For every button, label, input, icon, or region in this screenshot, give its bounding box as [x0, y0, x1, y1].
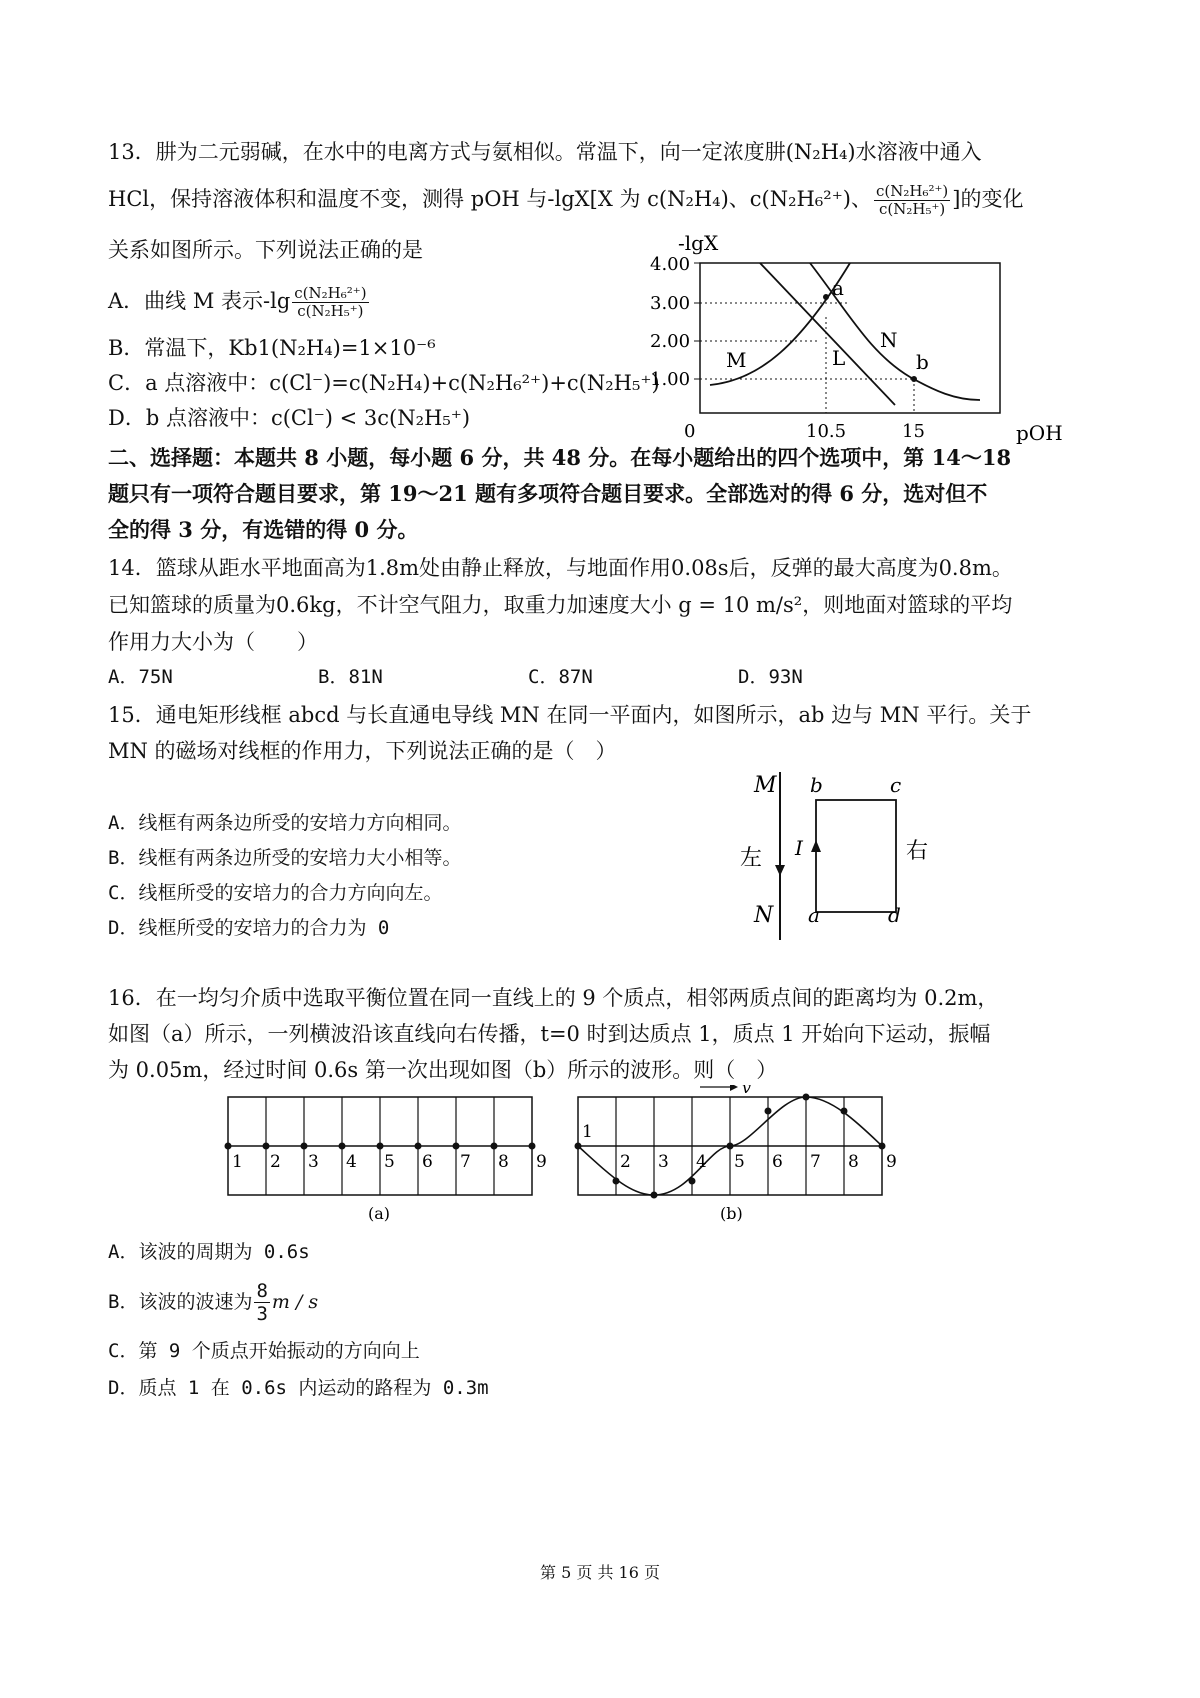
a-point-7: 7 — [460, 1152, 471, 1172]
label-n: N — [880, 328, 898, 352]
q16-option-d: D．质点 1 在 0.6s 内运动的路程为 0.3m — [108, 1377, 489, 1399]
label-v: v — [742, 1085, 752, 1097]
a-point-9: 9 — [536, 1152, 547, 1172]
a-point-4: 4 — [346, 1152, 357, 1172]
ytick-4: 4.00 — [650, 254, 691, 275]
label-left: 左 — [740, 846, 763, 871]
xtick-10-5: 10.5 — [806, 421, 847, 442]
a-point-6: 6 — [422, 1152, 433, 1172]
frame-current-arrow-icon — [811, 840, 821, 852]
xtick-0: 0 — [684, 421, 696, 442]
b-point-3: 3 — [658, 1152, 669, 1172]
q13-line2-post: ]的变化 — [952, 187, 1024, 211]
page-footer: 第 5 页 共 16 页 — [540, 1563, 660, 1582]
q13-option-c: C．a 点溶液中：c(Cl⁻)=c(N₂H₄)+c(N₂H₆²⁺)+c(N₂H₅⁺) — [108, 371, 660, 395]
caption-a: (a) — [368, 1204, 391, 1223]
section2-line3: 全的得 3 分，有选错的得 0 分。 — [108, 517, 419, 542]
caption-b: (b) — [720, 1204, 743, 1223]
a-point-3: 3 — [308, 1152, 319, 1172]
b-point-9: 9 — [886, 1152, 897, 1172]
q14-line2: 已知篮球的质量为0.6kg，不计空气阻力，取重力加速度大小 g = 10 m/s²，则地面对篮球的平均 — [108, 593, 1013, 617]
q16-line2: 如图（a）所示，一列横波沿该直线向右传播，t=0 时到达质点 1，质点 1 开始向下运动，振幅 — [108, 1022, 991, 1046]
q16-option-c: C．第 9 个质点开始振动的方向向上 — [108, 1340, 420, 1362]
q13-graph — [650, 235, 1070, 455]
q16-line3: 为 0.05m，经过时间 0.6s 第一次出现如图（b）所示的波形。则（ ） — [108, 1058, 778, 1082]
label-right: 右 — [906, 839, 929, 864]
q13-line2-pre: HCl，保持溶液体积和温度不变，测得 pOH 与-lgX[X 为 c(N₂H₄)、c(N₂H₆²⁺)、 — [108, 187, 872, 211]
label-d: d — [888, 903, 901, 927]
xtick-15: 15 — [902, 421, 925, 442]
b-point-2: 2 — [620, 1152, 631, 1172]
label-c: c — [890, 773, 902, 797]
a-point-8: 8 — [498, 1152, 509, 1172]
q16-figure — [220, 1085, 920, 1225]
b-point-5: 5 — [734, 1152, 745, 1172]
label-a: a — [808, 903, 820, 927]
q15-option-c: C．线框所受的安培力的合力方向向左。 — [108, 882, 443, 904]
b-point-7: 7 — [810, 1152, 821, 1172]
q14-option-a: A．75N — [108, 666, 173, 688]
ytick-2: 2.00 — [650, 331, 691, 352]
q13-option-a-fraction — [292, 285, 368, 320]
q16-option-b-text: B．该波的波速为 — [108, 1291, 253, 1313]
b-point-1: 1 — [582, 1122, 593, 1142]
label-I: I — [795, 836, 803, 860]
q16-option-b — [108, 1280, 318, 1325]
q13-frac-den: c(N₂H₅⁺) — [878, 200, 946, 218]
q15-option-d: D．线框所受的安培力的合力为 0 — [108, 917, 390, 939]
q13-line2 — [108, 183, 1023, 218]
point-a — [823, 294, 829, 300]
q15-line2: MN 的磁场对线框的作用力，下列说法正确的是（ ） — [108, 739, 617, 763]
q14-option-c: C．87N — [528, 666, 593, 688]
label-M: M — [754, 773, 777, 798]
q16-option-a: A．该波的周期为 0.6s — [108, 1241, 310, 1263]
label-a: a — [832, 276, 844, 300]
q15-option-b: B．线框有两条边所受的安培力大小相等。 — [108, 847, 462, 869]
wire-arrow-icon — [775, 865, 785, 876]
q16-option-b-den: 3 — [256, 1303, 268, 1325]
b-point-4: 4 — [696, 1152, 707, 1172]
label-b: b — [810, 773, 823, 797]
q14-line3: 作用力大小为（ ） — [108, 630, 318, 654]
q13-frac-num: c(N₂H₆²⁺) — [875, 182, 949, 200]
frame-abcd — [816, 800, 896, 912]
q13-option-a-num: c(N₂H₆²⁺) — [294, 284, 367, 302]
wave-figure-a — [225, 1097, 547, 1223]
q13-fraction — [874, 183, 950, 218]
a-point-2: 2 — [270, 1152, 281, 1172]
point-b — [911, 376, 917, 382]
q13-option-a — [108, 285, 371, 320]
section2-line1: 二、选择题：本题共 8 小题，每小题 6 分，共 48 分。在每小题给出的四个选项中，第 14～18 — [108, 445, 1012, 470]
label-l: L — [832, 346, 846, 370]
q13-option-a-text: A．曲线 M 表示-lg — [108, 289, 291, 313]
q14-line1: 14．篮球从距水平地面高为1.8m处由静止释放，与地面作用0.08s后，反弹的最大高度为0.8m。 — [108, 556, 1013, 580]
q16-option-b-unit: m / s — [271, 1291, 319, 1313]
ytick-3: 3.00 — [650, 293, 691, 314]
q13-line1: 13．肼为二元弱碱，在水中的电离方式与氨相似。常温下，向一定浓度肼(N₂H₄)水溶液中通入 — [108, 140, 982, 164]
a-point-1: 1 — [232, 1152, 243, 1172]
q13-option-b: B．常温下，Kb1(N₂H₄)=1×10⁻⁶ — [108, 336, 436, 360]
graph-ylabel: -lgX — [678, 235, 719, 255]
velocity-arrowhead-icon — [730, 1085, 738, 1091]
q16-option-b-num: 8 — [256, 1280, 268, 1302]
q14-option-d: D．93N — [738, 666, 803, 688]
q15-option-a: A．线框有两条边所受的安培力方向相同。 — [108, 812, 462, 834]
b-point-6: 6 — [772, 1152, 783, 1172]
q16-option-b-fraction — [254, 1280, 269, 1325]
q13-option-a-den: c(N₂H₅⁺) — [297, 302, 364, 320]
ytick-1: 1.00 — [650, 369, 691, 390]
graph-xlabel: pOH — [1016, 421, 1063, 445]
label-b: b — [916, 350, 929, 374]
q13-line3: 关系如图所示。下列说法正确的是 — [108, 238, 423, 262]
q15-line1: 15．通电矩形线框 abcd 与长直通电导线 MN 在同一平面内，如图所示，ab 边与 MN 平行。关于 — [108, 703, 1032, 727]
a-point-5: 5 — [384, 1152, 395, 1172]
curve-l — [760, 263, 895, 405]
wave-figure-b — [575, 1085, 897, 1223]
q13-option-d: D．b 点溶液中：c(Cl⁻) < 3c(N₂H₅⁺) — [108, 406, 471, 430]
b-point-8: 8 — [848, 1152, 859, 1172]
label-N: N — [754, 903, 774, 928]
q16-line1: 16．在一均匀介质中选取平衡位置在同一直线上的 9 个质点，相邻两质点间的距离均为 0.2m， — [108, 986, 999, 1010]
q15-figure — [740, 770, 940, 945]
label-m: M — [726, 348, 747, 372]
q14-option-b: B．81N — [318, 666, 383, 688]
section2-line2: 题只有一项符合题目要求，第 19～21 题有多项符合题目要求。全部选对的得 6 分，选对但不 — [108, 481, 988, 506]
